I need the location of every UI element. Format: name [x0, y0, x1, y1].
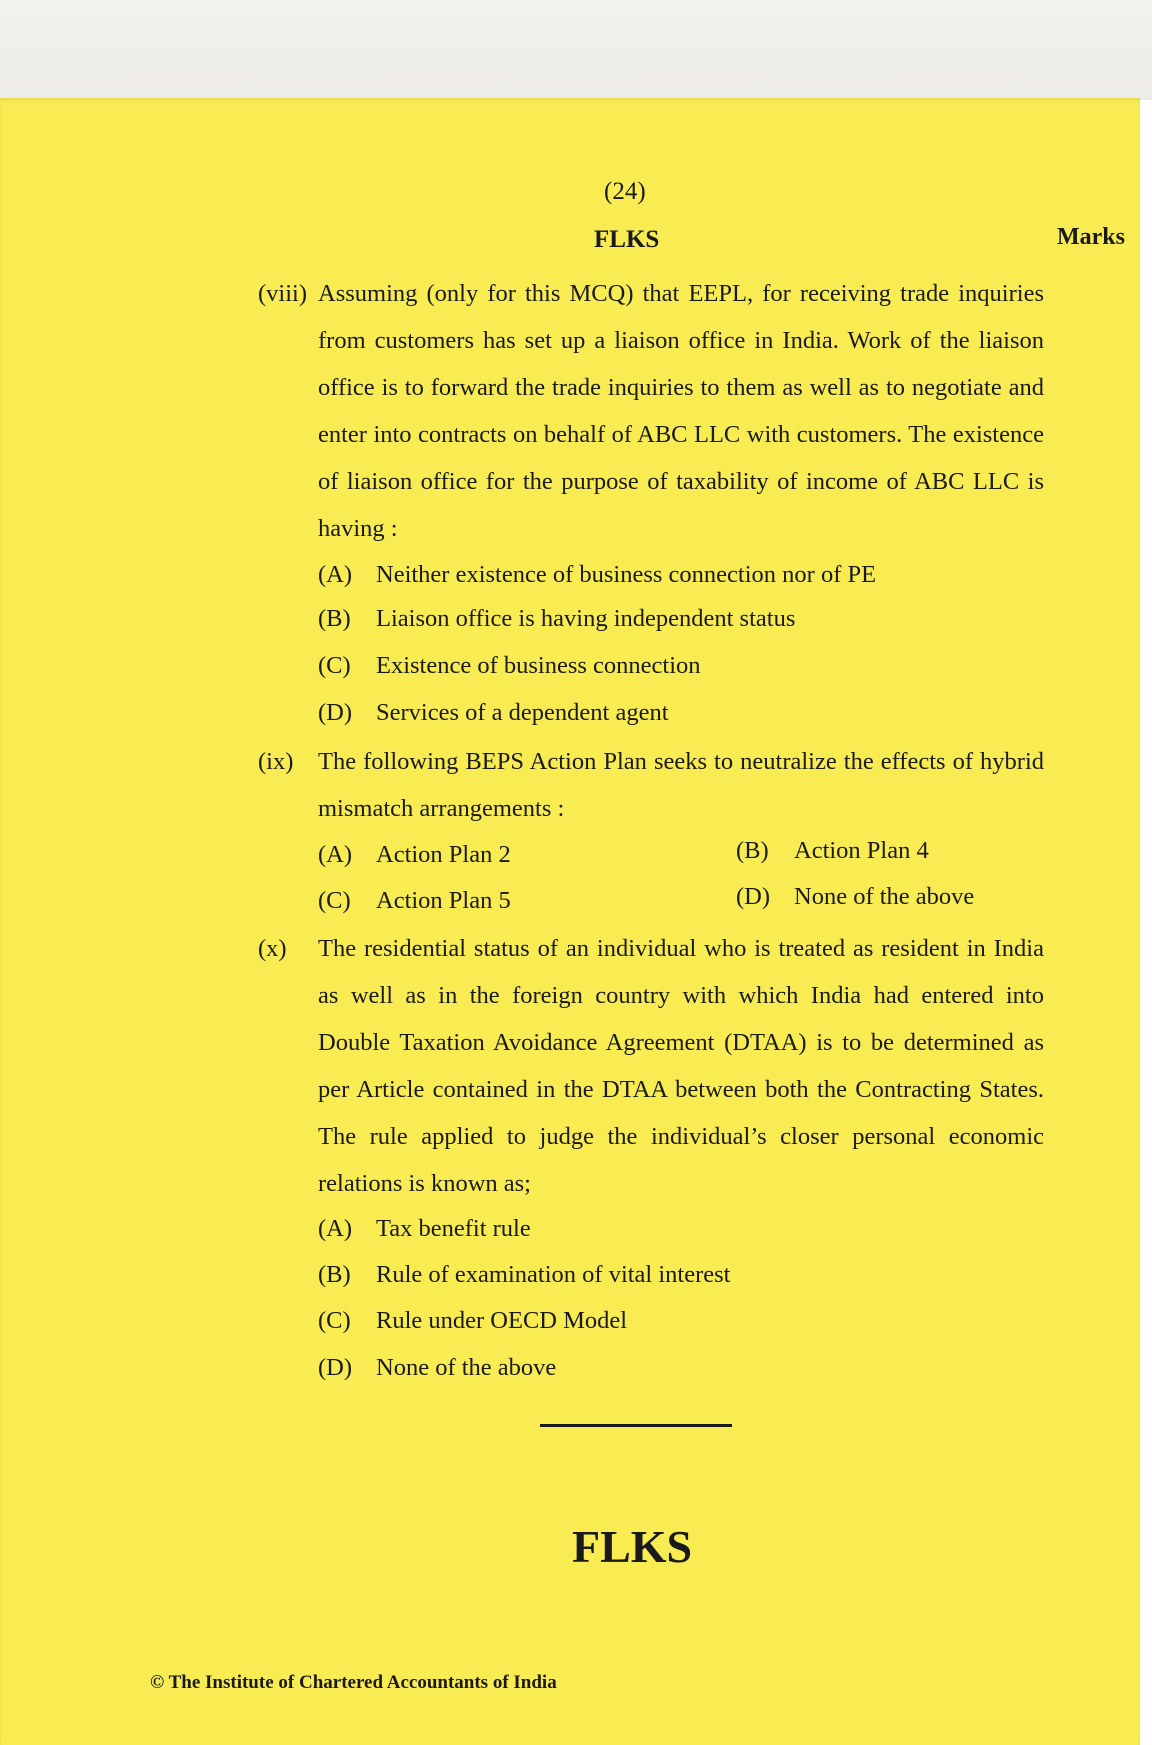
option-c [318, 651, 701, 681]
option-text: Action Plan 4 [794, 837, 929, 864]
option-text: Neither existence of business connection nor of PE [376, 561, 877, 588]
option-letter: (D) [318, 1354, 353, 1381]
option-a [318, 840, 511, 870]
option-text: Liaison office is having independent status [376, 605, 796, 632]
option-letter: (A) [318, 1215, 353, 1242]
copyright-notice: © The Institute of Chartered Accountants of India [150, 1672, 557, 1693]
scan-top-margin [0, 0, 1152, 100]
option-c [318, 1306, 627, 1336]
option-b [318, 1260, 730, 1290]
marks-column-label: Marks [1057, 224, 1125, 250]
header-paper-code: FLKS [594, 226, 660, 253]
option-letter: (A) [318, 841, 353, 868]
option-text: None of the above [376, 1354, 557, 1381]
option-letter: (C) [318, 1307, 351, 1334]
option-letter: (D) [736, 883, 771, 910]
option-letter: (B) [318, 605, 351, 632]
option-b [318, 604, 795, 634]
option-letter: (B) [736, 837, 769, 864]
option-text: Existence of business connection [376, 652, 701, 679]
option-c [318, 886, 511, 916]
option-text: Rule of examination of vital interest [376, 1261, 731, 1288]
option-b [736, 836, 929, 866]
question-text: The residential status of an individual who is treated as resident in India as well as in the foreign country with which India had entered into Double Taxation Avoidance Agreement (DTAA) is to be determined as per Article contained in the DTAA between both the Contracting States. The rule applied to judge the individual’s closer personal economic relations is known as; [318, 935, 1044, 1197]
option-text: Action Plan 2 [376, 841, 511, 868]
option-d [318, 1353, 556, 1383]
question-text: The following BEPS Action Plan seeks to neutralize the effects of hybrid mismatch arrangements : [318, 748, 1044, 822]
option-a [318, 1214, 531, 1244]
option-d [736, 882, 974, 912]
option-text: Tax benefit rule [376, 1215, 531, 1242]
option-letter: (C) [318, 887, 351, 914]
footer-paper-code: FLKS [572, 1521, 693, 1572]
question-number: (ix) [258, 748, 294, 775]
page-number: (24) [604, 178, 646, 205]
option-d [318, 698, 669, 728]
option-letter: (C) [318, 652, 351, 679]
section-end-rule [540, 1424, 732, 1427]
question-number: (x) [258, 935, 287, 962]
option-a [318, 560, 876, 590]
option-letter: (D) [318, 699, 353, 726]
option-text: Services of a dependent agent [376, 699, 669, 726]
option-text: None of the above [794, 883, 975, 910]
option-letter: (A) [318, 561, 353, 588]
option-text: Rule under OECD Model [376, 1307, 628, 1334]
question-text: Assuming (only for this MCQ) that EEPL, for receiving trade inquiries from customers has set up a liaison office in India. Work of the liaison office is to forward the trade inquiries to them as well as to negotiate and enter into contracts on behalf of ABC LLC with customers. The existence of liaison office for the purpose of taxability of income of ABC LLC is having : [318, 280, 1044, 542]
option-text: Action Plan 5 [376, 887, 511, 914]
option-letter: (B) [318, 1261, 351, 1288]
question-number: (viii) [258, 280, 307, 307]
